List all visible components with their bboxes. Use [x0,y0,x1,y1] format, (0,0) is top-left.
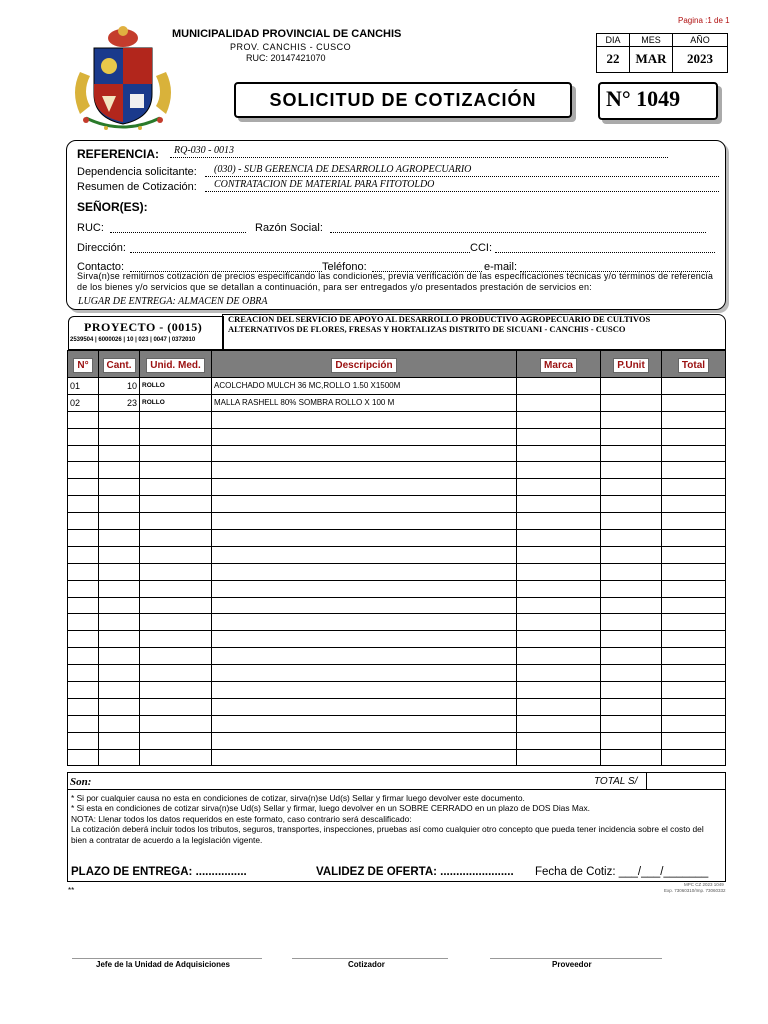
footer-stars: ** [68,886,75,895]
table-cell [601,546,662,563]
table-cell [601,715,662,732]
table-cell [212,749,517,766]
contacto-label: Contacto: [77,261,125,273]
document-number-box [598,82,718,120]
table-cell [140,462,212,479]
reference-value: RQ-030 - 0013 [174,145,234,156]
table-cell [68,411,99,428]
table-cell [662,749,726,766]
table-cell [212,682,517,699]
razon-social-label: Razón Social: [255,222,323,234]
signature-jefe: Jefe de la Unidad de Adquisiciones [96,960,230,969]
table-cell [68,513,99,530]
table-cell [517,513,601,530]
table-cell [140,530,212,547]
table-cell [68,496,99,513]
table-cell [601,698,662,715]
table-cell [601,665,662,682]
table-cell [517,530,601,547]
year-label: AÑO [673,34,727,47]
table-cell [68,462,99,479]
table-cell [140,496,212,513]
table-cell [68,749,99,766]
table-cell [662,563,726,580]
table-cell [68,698,99,715]
table-cell [517,394,601,411]
table-row [68,715,726,732]
table-cell [140,648,212,665]
table-cell [99,496,140,513]
header-total: Total [662,351,726,378]
table-row [68,462,726,479]
table-cell [517,546,601,563]
table-cell [662,428,726,445]
table-cell [99,631,140,648]
footer-notes [71,793,721,845]
table-row [68,749,726,766]
table-cell [140,732,212,749]
items-table [67,350,726,766]
note-line: * Si por cualquier causa no esta en condiciones de cotizar, sirva(n)se Ud(s) Sellar y firmar luego devolver este documento. [71,793,525,803]
table-cell [662,597,726,614]
table-cell [601,682,662,699]
table-cell [140,428,212,445]
table-cell [99,698,140,715]
table-header-row [68,351,726,378]
table-cell [662,462,726,479]
table-cell: ROLLO [140,378,212,395]
table-cell [212,648,517,665]
table-cell: 02 [68,394,99,411]
table-cell [517,411,601,428]
table-cell [212,732,517,749]
table-cell [68,732,99,749]
table-row [68,546,726,563]
table-cell [517,462,601,479]
reference-label: REFERENCIA: [77,147,160,161]
table-cell [517,682,601,699]
table-cell [662,530,726,547]
table-cell [99,614,140,631]
cci-label: CCI: [470,242,492,254]
header-number: N° [68,351,99,378]
municipality-name: MUNICIPALIDAD PROVINCIAL DE CANCHIS [172,28,402,40]
ruc-label: RUC: [77,222,104,234]
table-cell [99,462,140,479]
table-cell [517,665,601,682]
table-cell [99,513,140,530]
table-cell [517,428,601,445]
table-cell [140,513,212,530]
note-line: La cotización deberá incluir todos los tributos, seguros, transportes, inspecciones, pruebas así como cualquier otro concepto que pueda tener incidencia sobre el costo del bien a contratar de acuerdo a la legislación vigente. [71,824,704,845]
table-cell [140,698,212,715]
table-cell [99,580,140,597]
signature-cotizador: Cotizador [348,960,385,969]
table-cell [601,580,662,597]
table-cell [68,580,99,597]
plazo-entrega: PLAZO DE ENTREGA: ................ [71,866,247,878]
table-cell [212,530,517,547]
table-cell [68,479,99,496]
table-cell [517,563,601,580]
table-cell [601,445,662,462]
table-cell [68,715,99,732]
table-cell [140,631,212,648]
table-cell [601,428,662,445]
table-cell [140,411,212,428]
month-value: MAR [635,51,667,66]
table-cell [99,563,140,580]
table-cell: ACOLCHADO MULCH 36 MC,ROLLO 1.50 X1500M [212,378,517,395]
resumen-label: Resumen de Cotización: [77,181,197,193]
table-cell [662,546,726,563]
table-row [68,428,726,445]
table-cell [140,563,212,580]
header-unit: Unid. Med. [140,351,212,378]
signature-proveedor: Proveedor [552,960,592,969]
table-cell [68,428,99,445]
table-cell [517,749,601,766]
table-cell [601,411,662,428]
table-cell [601,631,662,648]
table-row [68,631,726,648]
table-cell [662,378,726,395]
table-cell [140,546,212,563]
table-cell [212,496,517,513]
table-row [68,580,726,597]
dependencia-value: (030) - SUB GERENCIA DE DESARROLLO AGROPECUARIO [214,164,472,175]
table-cell [517,715,601,732]
table-cell [662,394,726,411]
table-cell: MALLA RASHELL 80% SOMBRA ROLLO X 100 M [212,394,517,411]
municipality-ruc: RUC: 20147421070 [246,53,326,63]
table-cell [601,496,662,513]
expedient-code: Exp. 73060310/Imp. 73060332 [664,888,726,893]
table-cell [601,597,662,614]
request-notice: Sirva(n)se remitirnos cotización de precios especificando las condiciones, previa verificación de las especificaciones técnicas y/o términos de referencia de los bienes y/o servicios que se detallan a continuación, para ser entregados y/o presentados prestación de servicios en: [77,271,714,292]
table-cell [99,445,140,462]
municipality-province: PROV. CANCHIS - CUSCO [230,42,352,52]
table-row [68,732,726,749]
table-cell [68,631,99,648]
table-cell [517,445,601,462]
day-label: DIA [597,34,629,47]
table-row [68,411,726,428]
project-description: CREACION DEL SERVICIO DE APOYO AL DESARROLLO PRODUCTIVO AGROPECUARIO DE CULTIVOS ALTERNATIVOS DE FLORES, FRESAS Y HORTALIZAS DISTRITO DE SICUANI - CANCHIS - CUSCO [228,314,651,334]
table-cell [212,411,517,428]
table-cell [68,530,99,547]
table-row [68,394,726,411]
project-label: PROYECTO - (0015) [84,320,203,334]
table-cell [662,411,726,428]
table-cell [517,580,601,597]
table-cell [662,631,726,648]
header-unit-price: P.Unit [601,351,662,378]
table-row [68,378,726,395]
table-cell [140,479,212,496]
table-cell [517,732,601,749]
table-cell [212,698,517,715]
table-cell [601,732,662,749]
table-cell [601,614,662,631]
fecha-cotizacion: Fecha de Cotiz: ___/___/_______ [535,866,709,878]
table-row [68,530,726,547]
table-cell [517,378,601,395]
table-cell [517,496,601,513]
dependencia-label: Dependencia solicitante: [77,166,197,178]
table-cell [212,445,517,462]
table-cell [662,682,726,699]
direccion-label: Dirección: [77,242,126,254]
date-box [596,33,728,73]
table-cell [68,665,99,682]
table-cell [68,445,99,462]
year-value: 2023 [687,51,713,66]
table-cell [68,682,99,699]
table-cell [662,715,726,732]
month-label: MES [630,34,672,47]
table-cell [99,530,140,547]
table-cell [212,513,517,530]
table-row [68,665,726,682]
header-description: Descripción [212,351,517,378]
table-cell [517,648,601,665]
table-cell [212,580,517,597]
document-title: SOLICITUD DE COTIZACIÓN [234,82,572,118]
table-cell [212,479,517,496]
table-row [68,563,726,580]
table-cell [601,394,662,411]
table-cell [140,614,212,631]
table-cell: ROLLO [140,394,212,411]
table-cell [99,732,140,749]
document-number: N° 1049 [606,86,681,111]
table-cell [99,715,140,732]
table-cell [212,462,517,479]
table-cell [662,580,726,597]
table-cell [68,648,99,665]
table-cell [140,682,212,699]
table-row [68,597,726,614]
municipal-coat-of-arms-logo [66,22,180,134]
table-row [68,648,726,665]
table-cell [517,698,601,715]
table-cell [99,546,140,563]
table-cell [212,614,517,631]
table-row [68,682,726,699]
table-cell [517,614,601,631]
table-cell [601,530,662,547]
table-cell [68,546,99,563]
table-cell [662,496,726,513]
table-cell [601,648,662,665]
table-cell [517,597,601,614]
table-cell [601,378,662,395]
table-cell [601,563,662,580]
table-cell [212,546,517,563]
table-cell [662,479,726,496]
project-codes: 2539504 | 6000026 | 10 | 023 | 0047 | 0372010 [70,337,196,343]
table-cell [662,445,726,462]
table-cell [99,428,140,445]
table-cell [212,597,517,614]
senores-label: SEÑOR(ES): [77,200,148,214]
table-cell [99,665,140,682]
table-cell [140,665,212,682]
table-cell [99,682,140,699]
table-cell [662,732,726,749]
resumen-value: CONTRATACION DE MATERIAL PARA FITOTOLDO [214,179,435,190]
table-cell [140,445,212,462]
table-cell [68,563,99,580]
table-row [68,496,726,513]
table-row [68,445,726,462]
table-cell [601,479,662,496]
document-code: MPC CZ 2023 1049 [684,882,724,887]
table-cell [99,411,140,428]
table-cell [99,479,140,496]
son-label: Son: [70,776,92,788]
note-line: NOTA: Llenar todos los datos requeridos en este formato, caso contrario será descalificado: [71,813,412,824]
table-cell [517,631,601,648]
table-cell [99,597,140,614]
day-value: 22 [606,51,620,66]
table-cell [68,597,99,614]
page-indicator: Pagina :1 de 1 [678,16,730,25]
header-quantity: Cant. [99,351,140,378]
table-cell [662,513,726,530]
table-cell [68,614,99,631]
table-cell: 23 [99,394,140,411]
table-cell [212,715,517,732]
table-cell [601,749,662,766]
table-cell [662,614,726,631]
table-cell [212,563,517,580]
table-cell: 10 [99,378,140,395]
table-cell [140,749,212,766]
email-label: e-mail: [484,261,518,273]
total-label: TOTAL S/ [594,776,638,787]
delivery-place: LUGAR DE ENTREGA: ALMACEN DE OBRA [78,296,268,307]
table-row [68,513,726,530]
telefono-label: Teléfono: [322,261,367,273]
table-cell [517,479,601,496]
table-row [68,479,726,496]
table-cell [140,597,212,614]
table-cell [99,648,140,665]
header-brand: Marca [517,351,601,378]
validez-oferta: VALIDEZ DE OFERTA: ....................... [316,866,514,878]
table-cell [140,715,212,732]
table-cell [662,648,726,665]
table-row [68,614,726,631]
note-line: * Si esta en condiciones de cotizar sirva(n)se Ud(s) Sellar y firmar, luego devolver en un SOBRE CERRADO en un plazo de DOS Dias Max. [71,803,591,814]
table-row [68,698,726,715]
table-cell: 01 [68,378,99,395]
table-cell [99,749,140,766]
table-cell [212,428,517,445]
table-cell [662,665,726,682]
table-cell [140,580,212,597]
table-cell [601,462,662,479]
table-cell [601,513,662,530]
table-cell [212,665,517,682]
table-cell [212,631,517,648]
table-cell [662,698,726,715]
